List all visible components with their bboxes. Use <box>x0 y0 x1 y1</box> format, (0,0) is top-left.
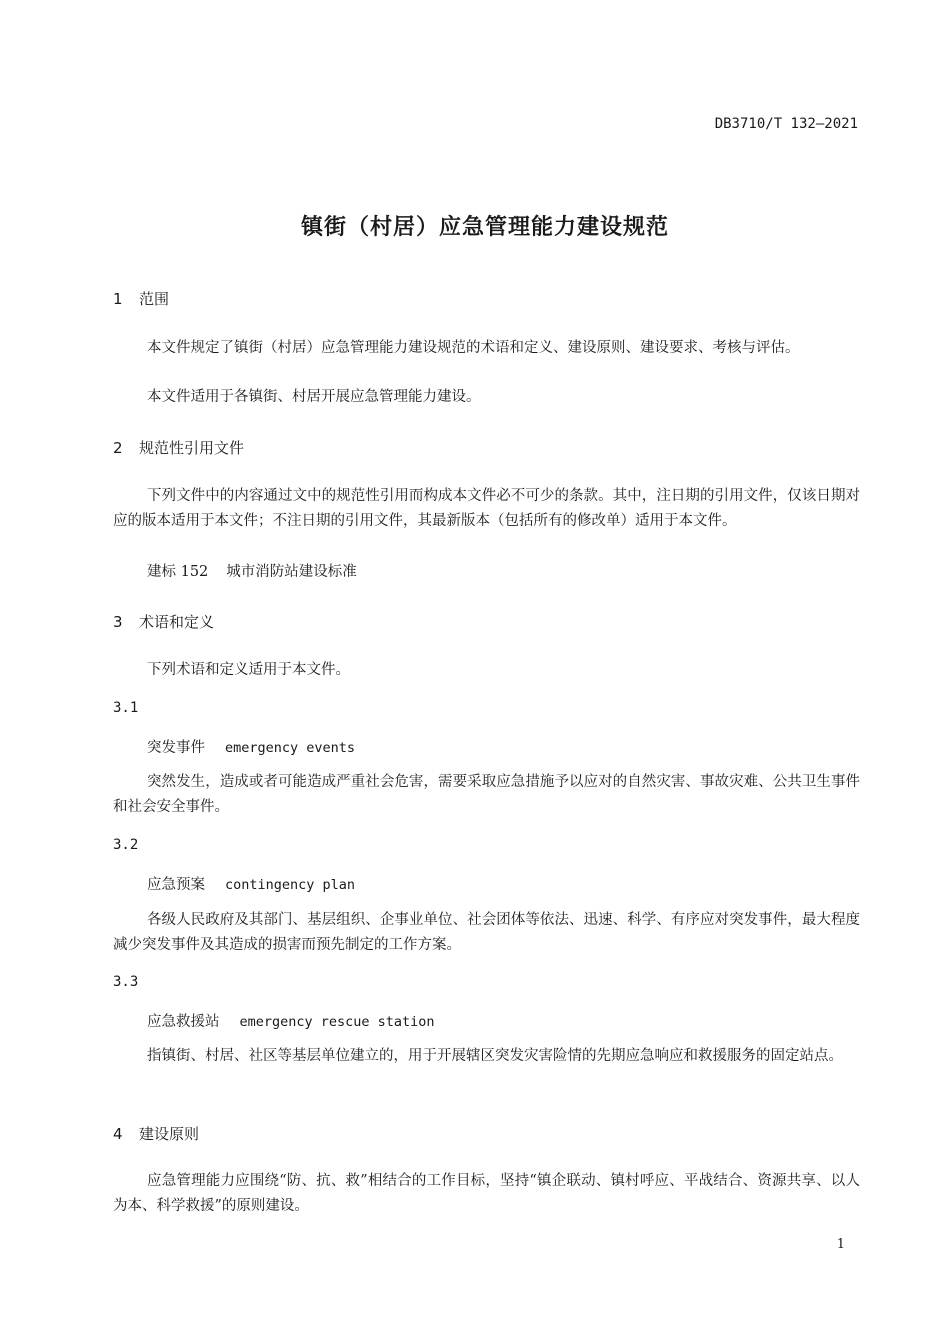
section-title: 建设原则 <box>139 1125 200 1143</box>
reference-code: 建标 152 <box>147 564 209 580</box>
term-number: 3.3 <box>113 974 139 990</box>
page-number: 1 <box>836 1237 845 1252</box>
term-chinese: 突发事件 <box>147 740 205 756</box>
term-heading <box>147 1010 435 1031</box>
document-title: 镇街（村居）应急管理能力建设规范 <box>300 215 669 240</box>
term-definition: 各级人民政府及其部门、基层组织、企事业单位、社会团体等依法、迅速、科学、有序应对突发事件，最大程度减少突发事件及其造成的损害而预先制定的工作方案。 <box>113 912 860 953</box>
term-english: contingency plan <box>225 877 356 893</box>
normative-reference <box>147 560 357 581</box>
section-4-paragraph-1: 应急管理能力应围绕“防、抗、救”相结合的工作目标，坚持“镇企联动、镇村呼应、平战结合、资源共享、以人为本、科学救援”的原则建设。 <box>113 1173 860 1214</box>
section-1-paragraph-2: 本文件适用于各镇街、村居开展应急管理能力建设。 <box>147 389 481 405</box>
term-number: 3.2 <box>113 837 139 853</box>
term-chinese: 应急预案 <box>147 877 205 893</box>
standard-code: DB3710/T 132—2021 <box>714 116 858 132</box>
section-1-heading <box>113 288 169 309</box>
term-definition: 指镇街、村居、社区等基层单位建立的，用于开展辖区突发灾害险情的先期应急响应和救援服务的固定站点。 <box>147 1048 843 1064</box>
term-english: emergency rescue station <box>239 1014 435 1030</box>
section-1-paragraph-1: 本文件规定了镇街（村居）应急管理能力建设规范的术语和定义、建设原则、建设要求、考核与评估。 <box>147 340 800 356</box>
section-title: 术语和定义 <box>139 613 215 631</box>
section-2-paragraph-1: 下列文件中的内容通过文中的规范性引用而构成本文件必不可少的条款。其中，注日期的引用文件，仅该日期对应的版本适用于本文件；不注日期的引用文件，其最新版本（包括所有的修改单）适用于本文件。 <box>113 488 860 529</box>
term-definition: 突然发生，造成或者可能造成严重社会危害，需要采取应急措施予以应对的自然灾害、事故灾难、公共卫生事件和社会安全事件。 <box>113 774 860 815</box>
section-4-heading <box>113 1123 199 1144</box>
section-3-heading <box>113 611 214 632</box>
section-title: 规范性引用文件 <box>139 439 245 457</box>
reference-title: 城市消防站建设标准 <box>226 564 357 580</box>
term-number: 3.1 <box>113 700 139 716</box>
section-number: 2 <box>113 439 123 457</box>
section-3-paragraph-1: 下列术语和定义适用于本文件。 <box>147 662 350 678</box>
term-heading <box>147 736 355 757</box>
term-english: emergency events <box>225 740 356 756</box>
term-chinese: 应急救援站 <box>147 1014 220 1030</box>
section-2-heading <box>113 437 244 458</box>
section-number: 1 <box>113 290 123 308</box>
term-heading <box>147 873 355 894</box>
section-number: 4 <box>113 1125 123 1143</box>
section-number: 3 <box>113 613 123 631</box>
section-title: 范围 <box>139 290 170 308</box>
